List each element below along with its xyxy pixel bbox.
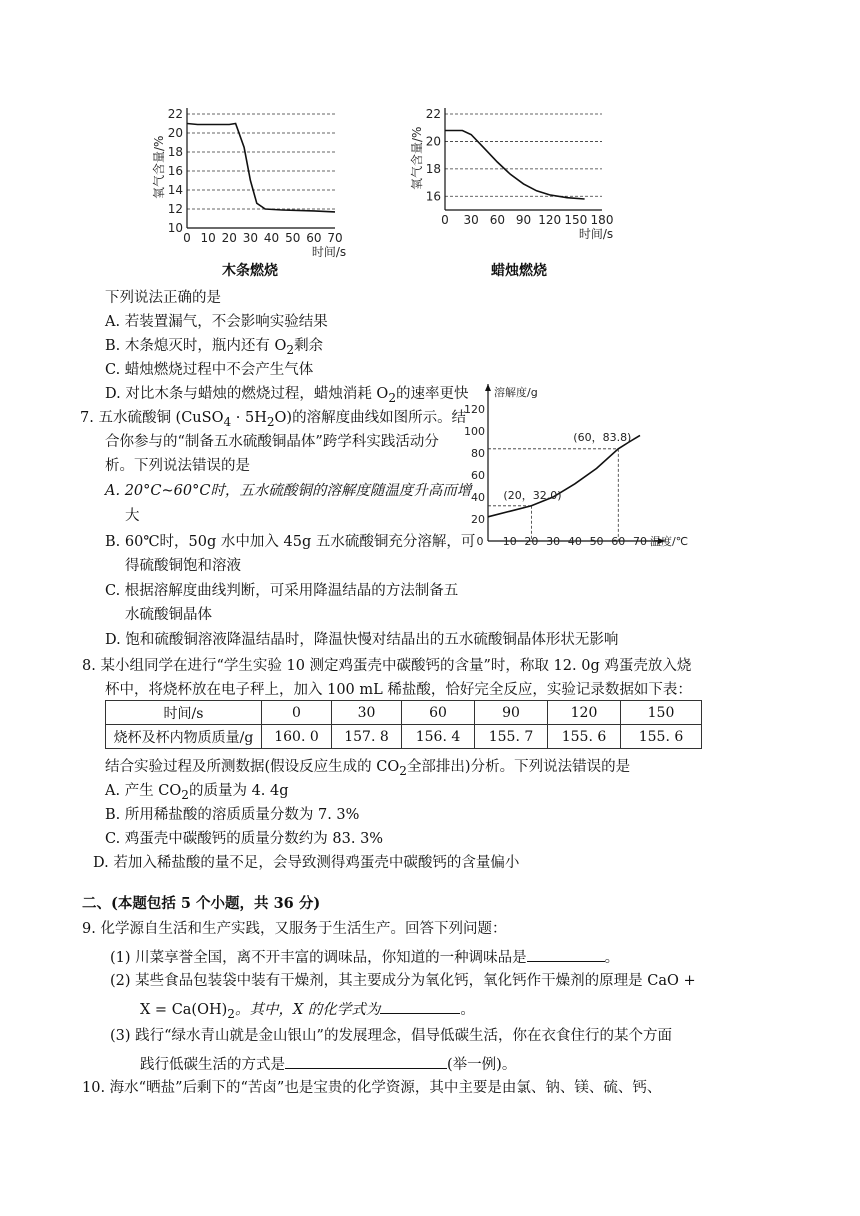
x-tick-label: 60	[611, 535, 626, 548]
q8-option-a: A. 产生 $CO_2$的质量为 4. 4g	[105, 783, 289, 802]
y-tick-label: 80	[471, 447, 485, 460]
y-tick-label: 14	[167, 183, 183, 197]
answer-blank[interactable]	[285, 1054, 447, 1069]
y-tick-label: 40	[471, 491, 485, 504]
x-tick-label: 60	[489, 213, 505, 227]
x-tick-label: 40	[263, 231, 280, 245]
q7-stem-line1: 7. 五水硫酸铜 (CuSO$_4$ · $5H_2O$)的溶解度曲线如图所示。结	[80, 410, 467, 429]
q7-option-c-line1: C. 根据溶解度曲线判断，可采用降温结晶的方法制备五	[105, 583, 459, 599]
table-cell: 烧杯及杯内物质质量/g	[106, 725, 262, 749]
q7-option-d: D. 饱和硫酸铜溶液降温结晶时，降温快慢对结晶出的五水硫酸铜晶体形状无影响	[105, 632, 619, 648]
q7-option-b-line1: B. 60℃时，50g 水中加入 45g 五水硫酸铜充分溶解，可	[105, 534, 476, 550]
section-2-heading: 二、(本题包括 5 个小题，共 36 分)	[82, 895, 321, 912]
x-tick-label: 0	[441, 213, 449, 227]
q8-stem-line1: 8. 某小组同学在进行“学生实验 10 测定鸡蛋壳中碳酸钙的含量”时，称取 12. 0g 鸡蛋壳放入烧	[82, 658, 692, 674]
q6-option-d: D. 对比木条与蜡烛的燃烧过程，蜡烛消耗 $O_2$的速率更快	[105, 386, 469, 405]
x-tick-label: 0	[476, 535, 484, 548]
x-tick-label: 90	[515, 213, 532, 227]
x-tick-label: 20	[221, 231, 237, 245]
y-tick-label: 22	[425, 107, 441, 121]
q7-stem-line3: 析。下列说法错误的是	[105, 458, 250, 474]
q7-option-b-line2: 得硫酸铜饱和溶液	[125, 558, 241, 574]
x-tick-label: 180	[590, 213, 614, 227]
y-tick-label: 16	[425, 189, 441, 204]
y-tick-label: 20	[425, 134, 441, 149]
x-tick-label: 70	[633, 535, 647, 548]
y-tick-label: 18	[425, 161, 441, 176]
y-tick-label: 16	[167, 164, 183, 178]
table-cell: 155. 6	[621, 725, 702, 749]
table-cell: 160. 0	[262, 725, 332, 749]
y-tick-label: 120	[464, 403, 485, 416]
x-tick-label: 40	[567, 535, 582, 548]
x-tick-label: 60	[306, 231, 322, 245]
answer-blank[interactable]	[527, 947, 605, 962]
q8-option-c: C. 鸡蛋壳中碳酸钙的质量分数约为 83. 3%	[105, 831, 384, 847]
y-tick-label: 20	[167, 126, 183, 140]
q6-stem: 下列说法正确的是	[105, 290, 221, 306]
y-tick-label: 12	[167, 202, 183, 216]
table-cell: 60	[402, 701, 475, 725]
q9-sub2-line1: (2) 某些食品包装袋中装有干燥剂，其主要成分为氧化钙，氧化钙作干燥剂的原理是 CaO +	[110, 973, 696, 989]
y-axis-label: 氧气含量/%	[152, 135, 166, 199]
x-axis-label: 时间/s	[578, 227, 614, 241]
table-cell: 155. 7	[475, 725, 548, 749]
y-tick-label: 18	[167, 145, 183, 159]
q8-option-b: B. 所用稀盐酸的溶质质量分数为 7. 3%	[105, 807, 360, 823]
x-tick-label: 50	[285, 231, 301, 245]
chart1-caption: 木条燃烧	[222, 263, 278, 279]
q8-option-d: D. 若加入稀盐酸的量不足，会导致测得鸡蛋壳中碳酸钙的含量偏小	[93, 855, 520, 871]
x-tick-label: 10	[502, 535, 517, 548]
x-axis-label: 时间/s	[311, 245, 347, 259]
q8-stem-line2: 杯中，将烧杯放在电子秤上，加入 100 mL 稀盐酸，恰好完全反应，实验记录数据如下表：	[105, 682, 692, 698]
q9-sub1: (1) 川菜享誉全国，离不开丰富的调味品，你知道的一种调味品是 。	[110, 947, 619, 967]
answer-blank[interactable]	[380, 999, 460, 1014]
table-cell: 150	[621, 701, 702, 725]
solubility-curve	[488, 435, 640, 516]
q6-option-a: A. 若装置漏气，不会影响实验结果	[105, 314, 328, 330]
table-row	[106, 725, 702, 749]
y-tick-label: 60	[471, 469, 485, 482]
chart-solubility	[464, 380, 689, 555]
y-axis-label: 氧气含量/%	[410, 126, 424, 190]
q7-stem-line2: 合你参与的“制备五水硫酸铜晶体”跨学科实践活动分	[105, 434, 439, 450]
q9-stem: 9. 化学源自生活和生产实践，又服务于生活生产。回答下列问题：	[82, 921, 507, 937]
q7-option-c-line2: 水硫酸铜晶体	[125, 607, 212, 623]
table-header-row	[106, 701, 702, 725]
table-cell: 120	[548, 701, 621, 725]
q7-option-a-line2: 大	[125, 508, 140, 524]
q10-stem: 10. 海水“晒盐”后剩下的“苦卤”也是宝贵的化学资源，其中主要是由氯、钠、镁、硫、钙、	[82, 1080, 662, 1096]
q8-after-table: 结合实验过程及所测数据(假设反应生成的 $CO_2$全部排出)分析。下列说法错误的是	[105, 759, 631, 778]
table-cell: 时间/s	[106, 701, 262, 725]
x-tick-label: 30	[546, 535, 561, 548]
chart2-caption: 蜡烛燃烧	[491, 263, 547, 279]
q6-option-c: C. 蜡烛燃烧过程中不会产生气体	[105, 362, 314, 378]
point-label-20: (20，32.0)	[503, 488, 562, 502]
chart-wood-burning	[145, 100, 345, 260]
y-axis-arrow	[485, 384, 491, 391]
y-tick-label: 22	[167, 107, 183, 121]
table-cell: 90	[475, 701, 548, 725]
x-tick-label: 120	[538, 213, 562, 227]
oxygen-curve	[187, 124, 335, 212]
q8-data-table	[105, 700, 702, 749]
x-tick-label: 50	[589, 535, 604, 548]
y-tick-label: 100	[464, 425, 485, 438]
point-label-60: (60，83.8)	[573, 430, 632, 444]
x-tick-label: 10	[200, 231, 216, 245]
oxygen-curve	[445, 131, 585, 200]
q6-option-b: B. 木条熄灭时，瓶内还有 $O_2$剩余	[105, 338, 324, 357]
x-tick-label: 30	[463, 213, 479, 227]
y-axis-label: 溶解度/g	[494, 386, 538, 399]
x-tick-label: 0	[183, 231, 191, 245]
y-tick-label: 20	[471, 513, 485, 526]
q9-sub2-line2: $X = Ca(OH)_2$。其中，X 的化学式为 。	[140, 999, 475, 1021]
x-tick-label: 150	[564, 213, 588, 227]
y-tick-label: 10	[167, 221, 183, 235]
table-cell: 157. 8	[332, 725, 402, 749]
x-tick-label: 20	[524, 535, 539, 548]
table-cell: 0	[262, 701, 332, 725]
x-axis-label: 温度/℃	[650, 535, 689, 548]
x-tick-label: 70	[327, 231, 343, 245]
q7-option-a-line1: A. 20°C~60°C时，五水硫酸铜的溶解度随温度升高而增	[105, 483, 472, 499]
q9-sub3-line1: (3) 践行“绿水青山就是金山银山”的发展理念，倡导低碳生活，你在衣食住行的某个方面	[110, 1028, 672, 1044]
q9-sub3-line2: 践行低碳生活的方式是 (举一例)。	[140, 1054, 516, 1074]
table-cell: 30	[332, 701, 402, 725]
chart-candle-burning	[405, 100, 615, 260]
x-tick-label: 30	[242, 231, 259, 245]
table-cell: 155. 6	[548, 725, 621, 749]
table-cell: 156. 4	[402, 725, 475, 749]
